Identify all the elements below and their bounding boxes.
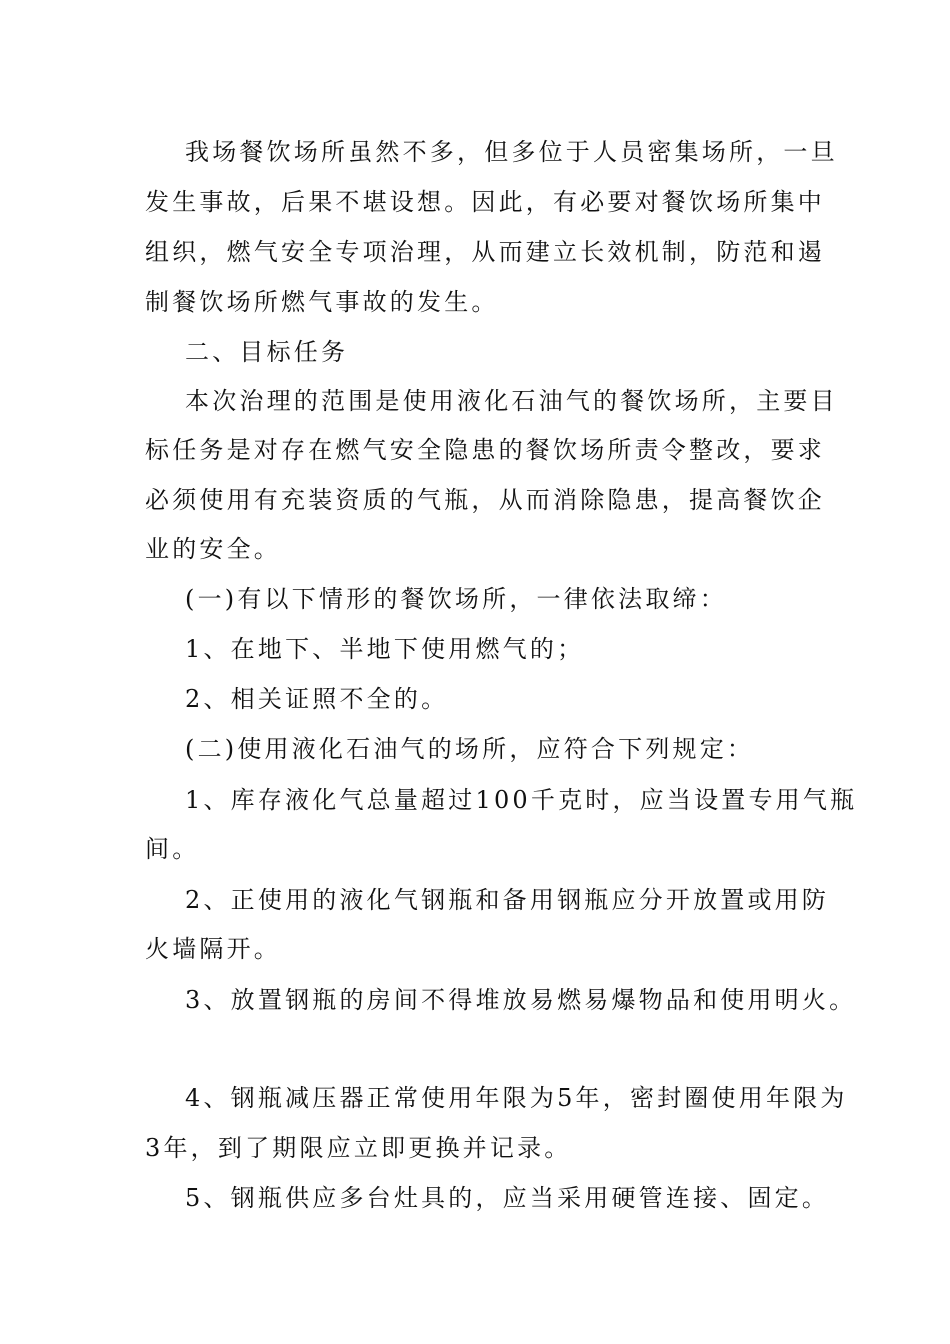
paragraph-line: 必须使用有充装资质的气瓶，从而消除隐患，提高餐饮企: [145, 486, 825, 514]
subsection-heading: (一)有以下情形的餐饮场所，一律依法取缔：: [185, 585, 727, 613]
paragraph-line: 组织，燃气安全专项治理，从而建立长效机制，防范和遏: [145, 238, 825, 266]
list-item: 2、正使用的液化气钢瓶和备用钢瓶应分开放置或用防: [185, 886, 830, 914]
list-item-continuation: 火墙隔开。: [145, 935, 281, 963]
paragraph-line: 本次治理的范围是使用液化石油气的餐饮场所，主要目: [185, 387, 838, 415]
paragraph-line: 发生事故，后果不堪设想。因此，有必要对餐饮场所集中: [145, 188, 825, 216]
list-item: 1、在地下、半地下使用燃气的；: [185, 635, 585, 663]
subsection-heading: (二)使用液化石油气的场所，应符合下列规定：: [185, 735, 755, 763]
paragraph-line: 业的安全。: [145, 535, 281, 563]
section-heading: 二、目标任务: [185, 338, 349, 366]
list-item-continuation: 间。: [145, 835, 200, 863]
list-item: 3、放置钢瓶的房间不得堆放易燃易爆物品和使用明火。: [185, 986, 857, 1014]
paragraph-line: 标任务是对存在燃气安全隐患的餐饮场所责令整改，要求: [145, 436, 825, 464]
paragraph-line: 我场餐饮场所虽然不多，但多位于人员密集场所，一旦: [185, 138, 838, 166]
list-item: 1、库存液化气总量超过100千克时，应当设置专用气瓶: [185, 786, 858, 814]
list-item: 5、钢瓶供应多台灶具的，应当采用硬管连接、固定。: [185, 1184, 830, 1212]
list-item: 2、相关证照不全的。: [185, 685, 449, 713]
list-item: 4、钢瓶减压器正常使用年限为5年，密封圈使用年限为: [185, 1084, 848, 1112]
paragraph-line: 制餐饮场所燃气事故的发生。: [145, 288, 499, 316]
list-item-continuation: 3年，到了期限应立即更换并记录。: [145, 1134, 572, 1162]
